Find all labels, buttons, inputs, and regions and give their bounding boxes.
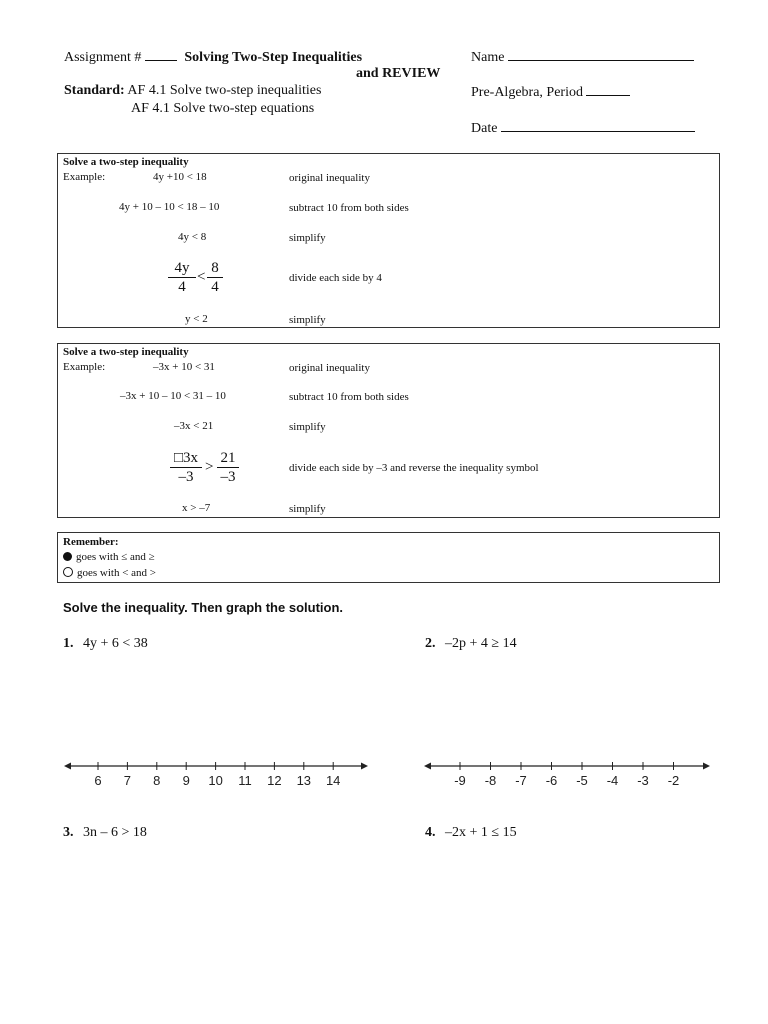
problem-2-text: –2p + 4 ≥ 14 <box>445 636 517 651</box>
problem-3-text: 3n – 6 > 18 <box>83 825 147 840</box>
tick-label: -8 <box>484 773 497 788</box>
example2-frac-left <box>170 450 202 485</box>
date-blank[interactable] <box>501 119 695 132</box>
example1-frac-right-num: 8 <box>211 260 219 276</box>
example1-frac-right <box>207 260 223 295</box>
remember-box <box>57 532 720 583</box>
date-label: Date <box>471 121 498 136</box>
example1-label: Example: <box>63 171 106 183</box>
example2-step1-note: original inequality <box>289 362 370 374</box>
remember-line1-text: goes with ≤ and ≥ <box>76 551 155 563</box>
example2-step3-expr: –3x < 21 <box>174 420 214 432</box>
tick-label: 9 <box>182 773 190 788</box>
instructions: Solve the inequality. Then graph the solution. <box>63 600 344 615</box>
period-blank[interactable] <box>586 83 630 96</box>
problem-2 <box>425 636 517 652</box>
tick-label: -6 <box>545 773 558 788</box>
open-circle-icon <box>63 567 73 577</box>
tick-label: 13 <box>296 773 312 788</box>
example1-step4-note: divide each side by 4 <box>289 272 382 284</box>
example2-frac-right <box>217 450 239 485</box>
example1-step2-note: subtract 10 from both sides <box>289 202 409 214</box>
problem-4 <box>425 825 517 841</box>
example2-step2-note: subtract 10 from both sides <box>289 391 409 403</box>
right-arrow-icon <box>361 763 368 770</box>
date-line <box>471 119 695 137</box>
class-label: Pre-Algebra, Period <box>471 85 583 100</box>
example1-step1-expr: 4y +10 < 18 <box>153 171 207 183</box>
example2-frac-op: > <box>205 459 214 475</box>
problem-4-number: 4. <box>425 825 436 840</box>
example1-step2-expr: 4y + 10 – 10 < 18 – 10 <box>119 201 220 213</box>
tick-label: 7 <box>123 773 132 788</box>
standard-2: AF 4.1 Solve two-step equations <box>131 101 315 116</box>
example2-step5-note: simplify <box>289 503 326 515</box>
standard-line-1 <box>64 83 321 99</box>
number-line-2[interactable] <box>422 756 714 792</box>
tick-label: -4 <box>606 773 619 788</box>
tick-label: 11 <box>238 773 252 788</box>
tick-label: -9 <box>454 773 466 788</box>
tick-label: 8 <box>153 773 161 788</box>
tick-label: 12 <box>267 773 282 788</box>
example2-frac-right-num: 21 <box>220 450 236 466</box>
problem-1-number: 1. <box>63 636 74 651</box>
standard-label: Standard: <box>64 83 125 98</box>
example2-step3-note: simplify <box>289 421 326 433</box>
tick-label: -5 <box>576 773 588 788</box>
example1-step5-note: simplify <box>289 314 326 326</box>
problem-3-number: 3. <box>63 825 74 840</box>
remember-heading: Remember: <box>63 536 119 548</box>
tick-label: 10 <box>208 773 223 788</box>
period-line <box>471 83 630 101</box>
name-label: Name <box>471 50 505 65</box>
example1-frac-left-den: 4 <box>178 279 186 295</box>
example2-label: Example: <box>63 361 106 373</box>
left-arrow-icon <box>64 763 71 770</box>
example1-frac-left <box>168 260 196 295</box>
example2-heading: Solve a two-step inequality <box>63 346 189 358</box>
remember-line-1 <box>63 551 155 563</box>
example1-heading: Solve a two-step inequality <box>63 156 189 168</box>
example2-frac-right-den: –3 <box>220 469 236 485</box>
example2-step2-expr: –3x + 10 – 10 < 31 – 10 <box>120 390 226 402</box>
number-line-1[interactable] <box>62 756 372 792</box>
example2-frac-left-num: □3x <box>173 450 199 466</box>
tick-label: 6 <box>94 773 102 788</box>
problem-4-text: –2x + 1 ≤ 15 <box>445 825 517 840</box>
worksheet-title-line2: and REVIEW <box>356 66 441 81</box>
standard-1: AF 4.1 Solve two-step inequalities <box>127 83 322 98</box>
tick-label: -2 <box>667 773 680 788</box>
example1-step3-expr: 4y < 8 <box>178 231 207 243</box>
tick-label: -7 <box>515 773 527 788</box>
remember-line-2 <box>63 567 156 579</box>
assignment-label: Assignment # <box>64 50 142 65</box>
number-line-2-svg <box>422 756 714 792</box>
example1-frac-left-num: 4y <box>174 260 190 276</box>
name-blank[interactable] <box>508 48 694 61</box>
problem-3 <box>63 825 147 841</box>
left-arrow-icon <box>424 763 431 770</box>
tick-label: -3 <box>637 773 649 788</box>
example1-step5-expr: y < 2 <box>185 313 208 325</box>
example2-step4-note: divide each side by –3 and reverse the inequality symbol <box>289 462 539 474</box>
right-arrow-icon <box>703 763 710 770</box>
example2-step1-expr: –3x + 10 < 31 <box>153 361 215 373</box>
example2-frac-left-den: –3 <box>178 469 194 485</box>
example1-step3-note: simplify <box>289 232 326 244</box>
assignment-line <box>64 48 362 66</box>
closed-circle-icon <box>63 552 72 561</box>
example1-step1-note: original inequality <box>289 172 370 184</box>
worksheet-title: Solving Two-Step Inequalities <box>184 50 363 65</box>
name-line <box>471 48 694 66</box>
remember-line2-text: goes with < and > <box>77 567 157 579</box>
example1-frac-right-den: 4 <box>211 279 219 295</box>
number-line-1-svg <box>62 756 372 792</box>
example2-step5-expr: x > –7 <box>182 502 211 514</box>
problem-2-number: 2. <box>425 636 436 651</box>
problem-1-text: 4y + 6 < 38 <box>83 636 148 651</box>
problem-1 <box>63 636 148 652</box>
tick-label: 14 <box>325 773 341 788</box>
example1-frac-op: < <box>197 269 206 285</box>
assignment-number-blank[interactable] <box>145 48 177 61</box>
